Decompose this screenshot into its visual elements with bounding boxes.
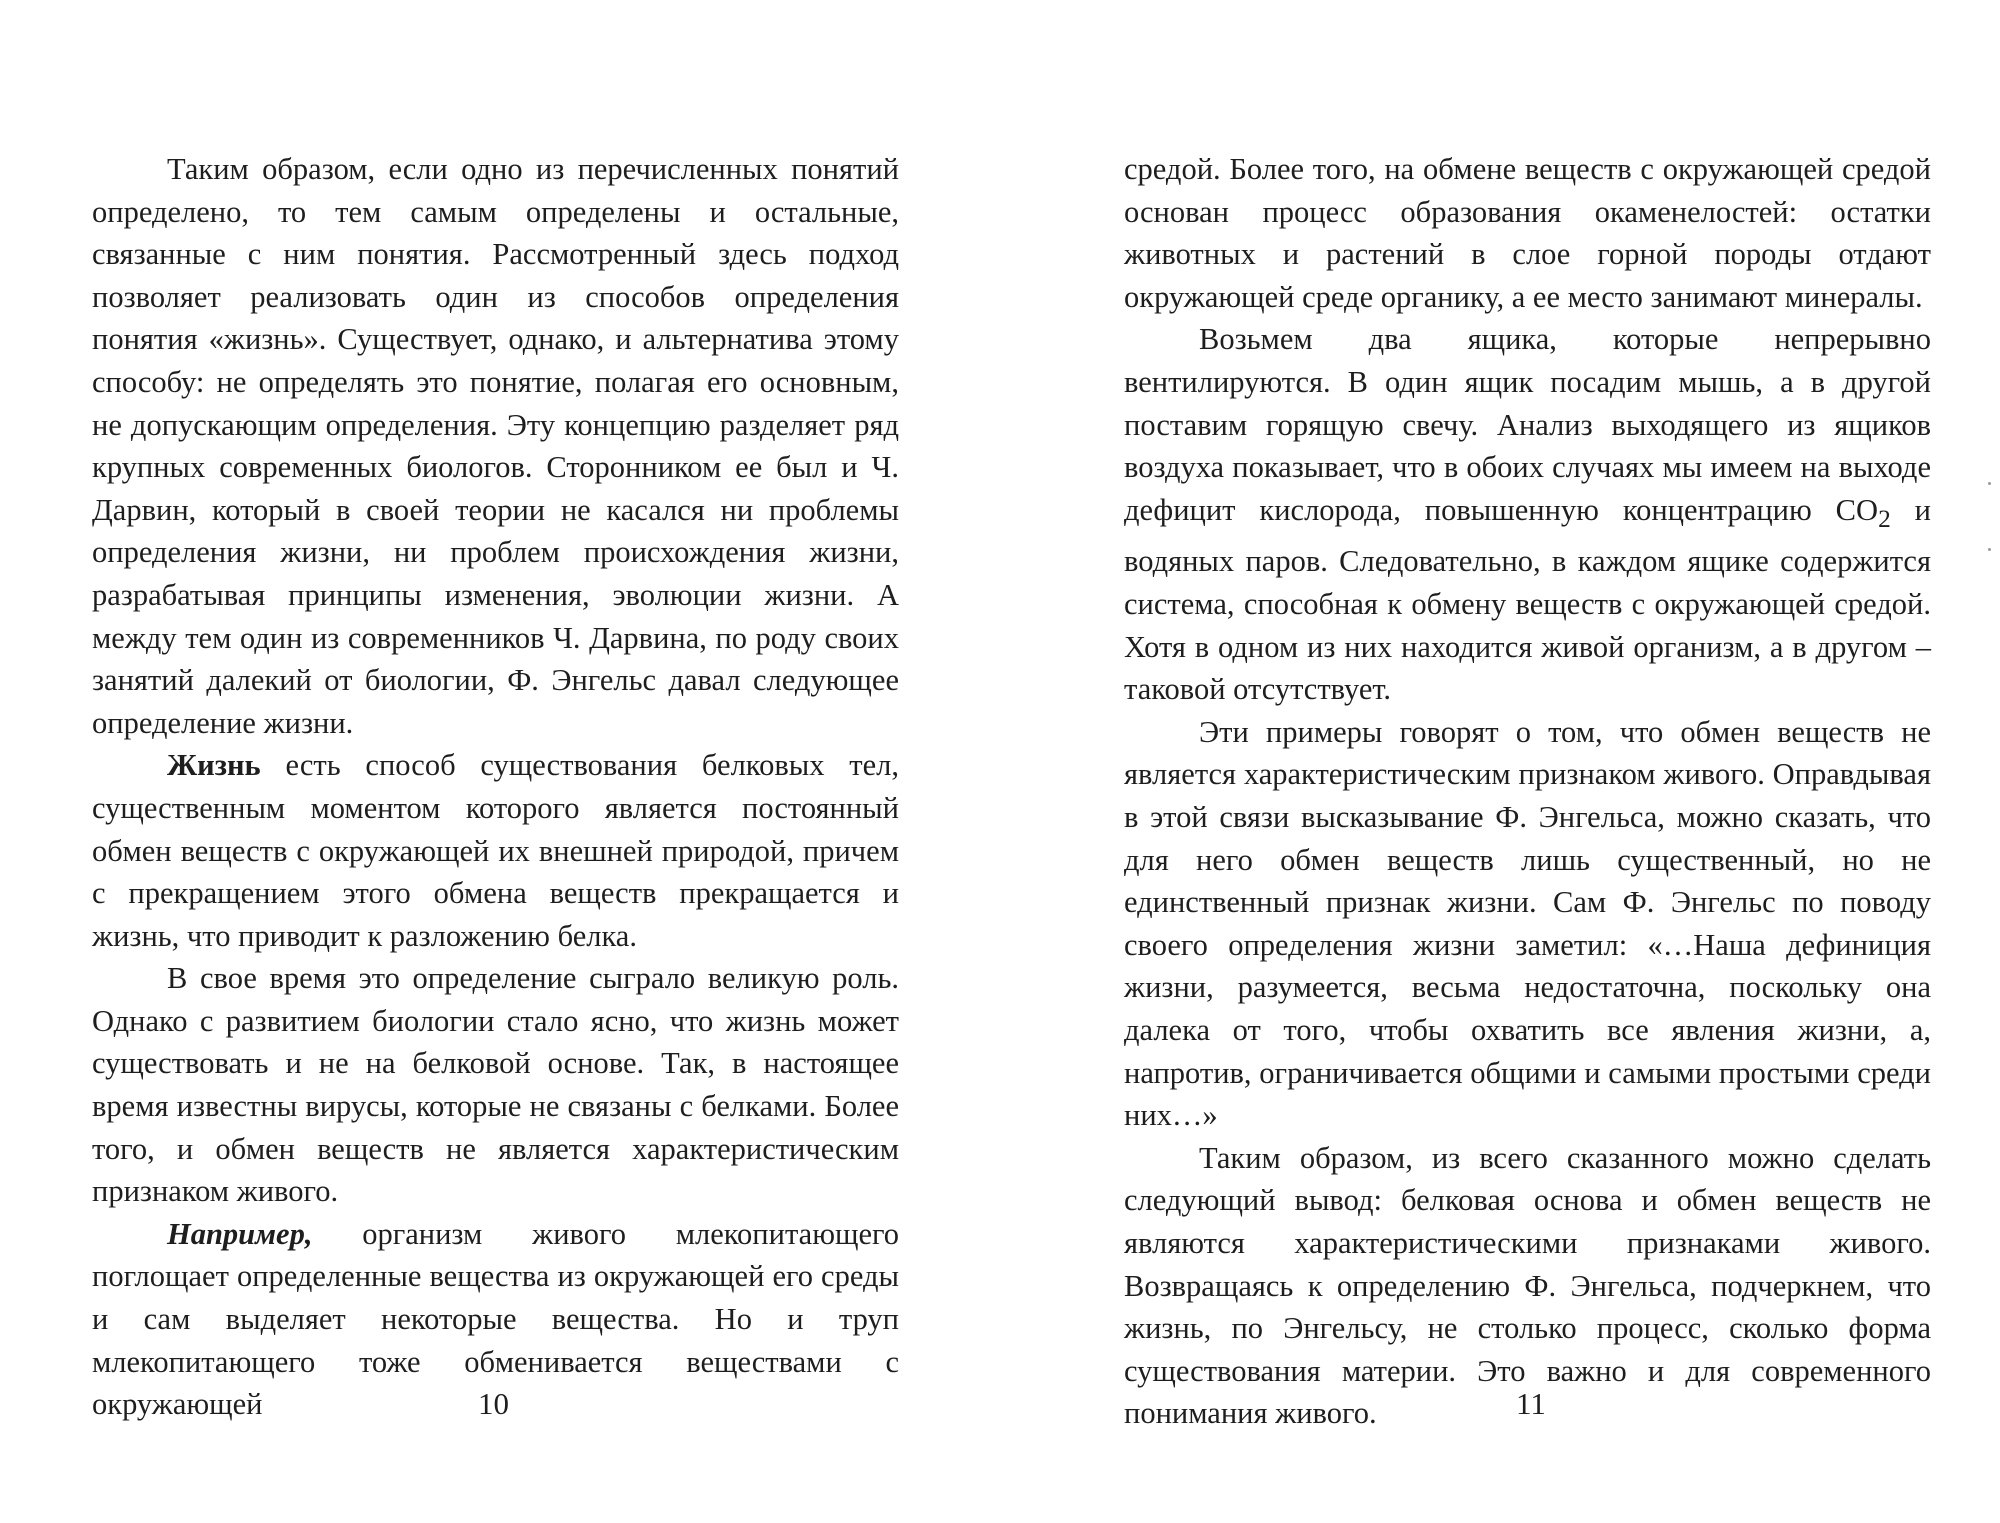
page-number-left: 10 xyxy=(478,1386,509,1421)
paragraph-text: В свое время это определение сыграло великую роль. Однако с развитием биологии стало ясно, что жизнь может существовать и не на белковой основе. Так, в настоящее время известны вирусы, которые не связаны с белками. Более того, и обмен веществ не является характеристическим признаком живого. xyxy=(92,961,899,1209)
right-page xyxy=(1124,148,1931,1435)
right-paragraph-3 xyxy=(1124,711,1931,1137)
term-life: Жизнь xyxy=(167,748,261,783)
paragraph-text: Таким образом, если одно из перечисленных понятий определено, то тем самым определены и остальные, связанные с ним понятия. Рассмотренный здесь подход позволяет реализовать один из способов определения понятия «жизнь». Существует, однако, и альтернатива этому способу: не определять это понятие, полагая его основным, не допускающим определения. Эту концепцию разделяет ряд крупных современных биологов. Сторонником ее был и Ч. Дарвин, который в своей теории не касался ни проблемы определения жизни, ни проблем происхождения жизни, разрабатывая принципы изменения, эволюции жизни. А между тем один из современников Ч. Дарвина, по роду своих занятий далекий от биологии, Ф. Энгельс давал следующее определение жизни. xyxy=(92,152,899,740)
paragraph-text: Возьмем два ящика, которые непрерывно вентилируются. В один ящик посадим мышь, а в другой поставим горящую свечу. Анализ выходящего из ящиков воздуха показывает, что в обоих случаях мы имеем на выходе дефицит кислорода, повышенную концентрацию СО xyxy=(1124,322,1931,527)
right-paragraph-1 xyxy=(1124,148,1931,318)
paragraph-text: Эти примеры говорят о том, что обмен веществ не является характеристическим признаком живого. Оправдывая в этой связи высказывание Ф. Энгельса, можно сказать, что для него обмен веществ лишь существенный, но не единственный признак жизни. Сам Ф. Энгельс по поводу своего определения жизни заметил: «…Наша дефиниция жизни, разумеется, весьма недостаточна, поскольку она далека от того, чтобы охватить все явления жизни, а, напротив, ограничивается общими и самыми простыми среди них…» xyxy=(1124,714,1931,1133)
term-example: Например, xyxy=(167,1216,313,1251)
co2-subscript: 2 xyxy=(1878,504,1891,533)
paragraph-text: организм живого млекопитающего поглощает определенные вещества из окружающей его среды и сам выделяет некоторые вещества. Но и труп млекопитающего тоже обменивается веществами с окружающей xyxy=(92,1216,899,1422)
paper-speck xyxy=(1988,482,1991,485)
left-paragraph-3 xyxy=(92,957,899,1213)
paragraph-text-continued: и водяных паров. Следовательно, в каждом ящике содержится система, способная к обмену веществ с окружающей средой. Хотя в одном из них находится живой организм, а в другом – таковой отсутствует. xyxy=(1124,492,1931,707)
left-page xyxy=(92,148,899,1426)
left-paragraph-2 xyxy=(92,744,899,957)
paragraph-text: Таким образом, из всего сказанного можно сделать следующий вывод: белковая основа и обмен веществ не являются характеристическими признаками живого. Возвращаясь к определению Ф. Энгельса, подчеркнем, что жизнь, по Энгельсу, не столько процесс, сколько форма существования материи. Это важно и для современного понимания живого. xyxy=(1124,1140,1931,1431)
right-paragraph-2 xyxy=(1124,318,1931,710)
paragraph-text: средой. Более того, на обмене веществ с окружающей средой основан процесс образования окаменелостей: остатки животных и растений в слое горной породы отдают окружающей среде органику, а ее место занимают минералы. xyxy=(1124,152,1931,314)
paper-speck xyxy=(1988,548,1991,551)
left-paragraph-1 xyxy=(92,148,899,744)
paragraph-text: есть способ существования белковых тел, существенным моментом которого является постоянный обмен веществ с окружающей их внешней природой, причем с прекращением этого обмена веществ прекращается и жизнь, что приводит к разложению белка. xyxy=(92,748,899,953)
page-number-right: 11 xyxy=(1516,1386,1546,1421)
